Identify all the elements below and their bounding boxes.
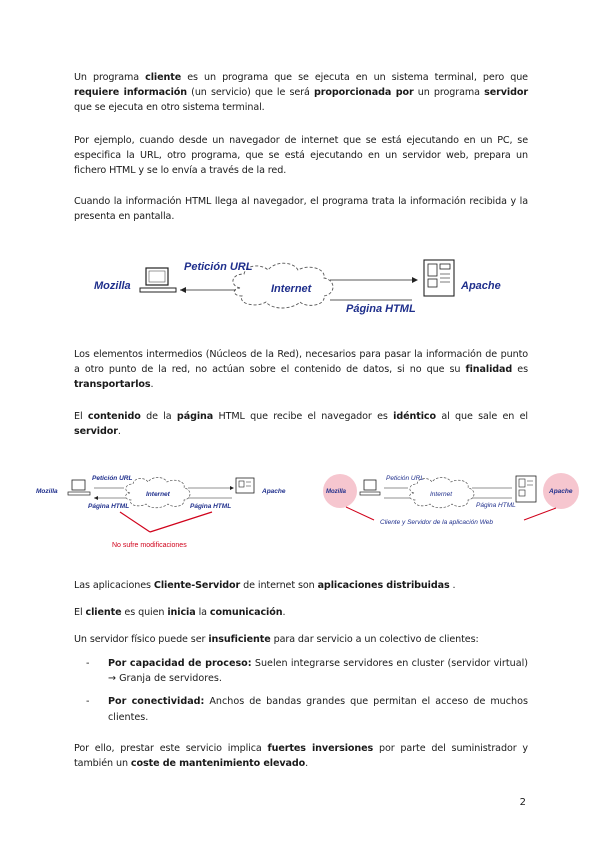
no-modification-note: No sufre modificaciones (112, 542, 187, 549)
server-label: Apache (262, 488, 286, 495)
request-label: Petición URL (386, 475, 424, 482)
page-number: 2 (519, 797, 526, 808)
computer-icon (360, 480, 380, 495)
computer-icon (140, 268, 176, 292)
response-left-label: Página HTML (88, 503, 130, 510)
paragraph-example: Por ejemplo, cuando desde un navegador de internet que se está ejecutando en un PC, se especifica la URL, otro programa, que se está ejecutando en un servidor web, prepara un fichero HTML y se lo envía a través de la red. (74, 135, 528, 177)
no-modification-diagram (32, 468, 302, 552)
list-item: - Por conectividad: Anchos de bandas grandes que permitan el acceso de muchos clientes. (86, 696, 528, 723)
request-label: Petición URL (184, 261, 253, 273)
server-label: Apache (549, 488, 573, 495)
client-server-web-app-diagram (316, 468, 586, 538)
computer-icon (68, 480, 90, 495)
response-label: Página HTML (476, 502, 516, 509)
paragraph-content-identical: El contenido de la página HTML que recibe el navegador es idéntico al que sale en el servidor. (74, 411, 528, 438)
server-icon (236, 478, 254, 493)
paragraph-server-insufficient: Un servidor físico puede ser insuficiente para dar servicio a un colectivo de clientes: (74, 634, 479, 645)
internet-label: Internet (430, 491, 453, 498)
client-label: Mozilla (36, 488, 58, 495)
response-label: Página HTML (346, 303, 416, 315)
paragraph-html-arrives: Cuando la información HTML llega al navegador, el programa trata la información recibida y la presenta en pantalla. (74, 196, 528, 223)
server-icon (516, 476, 536, 502)
internet-label: Internet (146, 491, 170, 498)
client-server-diagram (80, 252, 520, 320)
internet-label: Internet (271, 283, 312, 295)
web-app-caption: Cliente y Servidor de la aplicación Web (380, 519, 493, 526)
server-icon (424, 260, 454, 296)
paragraph-client-initiates: El cliente es quien inicia la comunicación. (74, 607, 286, 618)
paragraph-investments: Por ello, prestar este servicio implica fuertes inversiones por parte del suministrador y también un coste de mantenimiento elevado. (74, 743, 528, 770)
request-label: Petición URL (92, 475, 133, 482)
reasons-list (86, 656, 528, 733)
response-right-label: Página HTML (190, 503, 232, 510)
client-label: Mozilla (94, 280, 131, 292)
server-label: Apache (461, 280, 501, 292)
list-item: - Por capacidad de proceso: Suelen integrarse servidores en cluster (servidor virtual) → Granja de servidores. (86, 658, 528, 685)
client-label: Mozilla (326, 489, 347, 495)
paragraph-client-definition: Un programa cliente es un programa que se ejecuta en un sistema terminal, pero que requiere información (un servicio) que le será proporcionada por un programa servidor que se ejecuta en otro sistema terminal. (74, 72, 529, 114)
paragraph-intermediate-elements: Los elementos intermedios (Núcleos de la Red), necesarios para pasar la información de punto a otro punto de la red, no actúan sobre el contenido de datos, si no que su finalidad es transportarlos. (74, 349, 528, 391)
paragraph-distributed-apps: Las aplicaciones Cliente-Servidor de internet son aplicaciones distribuidas . (74, 580, 456, 591)
